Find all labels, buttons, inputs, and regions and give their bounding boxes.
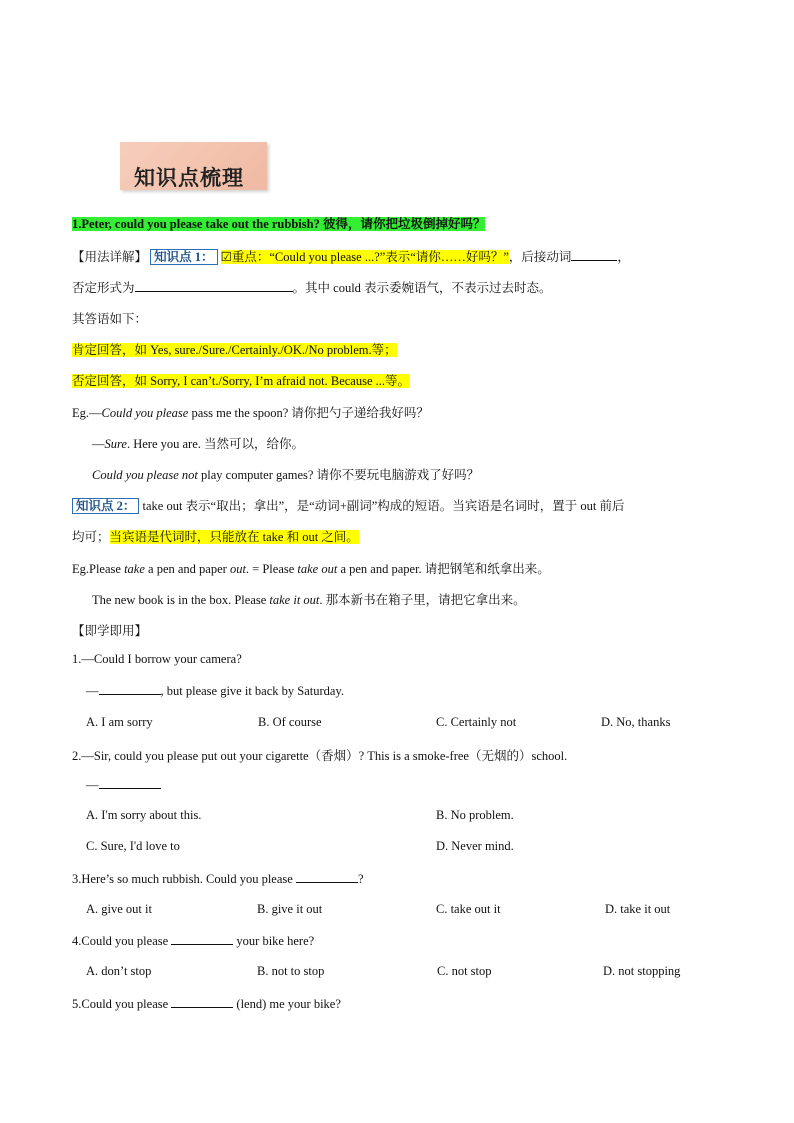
question-text: , but please give it back by Saturday.	[160, 684, 345, 698]
question-3-stem	[72, 871, 364, 887]
knowledge-point-2-line-2	[72, 527, 359, 545]
question-5-stem	[72, 996, 341, 1012]
question-text: your bike here?	[233, 934, 315, 948]
usage-line-2	[72, 278, 552, 296]
question-4-option-a[interactable]: A. don’t stop	[86, 964, 152, 978]
question-3-option-b[interactable]: B. give it out	[257, 902, 323, 916]
section-title: 知识点梳理	[134, 165, 244, 190]
knowledge-point-2-label: 知识点 2：	[72, 498, 139, 514]
negative-form-label: 否定形式为	[72, 281, 135, 295]
negative-answers-text: 否定回答，如 Sorry, I can’t./Sorry, I’m afraid not. Because ...等。	[72, 374, 411, 388]
answers-intro: 其答语如下：	[72, 312, 148, 326]
example-text: . Here you are. 当然可以，给你。	[126, 437, 304, 451]
example-italic: take	[124, 562, 145, 576]
knowledge-point-2-text: 均可；	[72, 530, 110, 544]
question-1-option-b[interactable]: B. Of course	[258, 715, 322, 729]
topic-sentence-text: 1.Peter, could you please take out the rubbish? 彼得，请你把垃圾倒掉好吗？	[72, 217, 486, 231]
answer-blank[interactable]	[171, 996, 233, 1008]
answer-blank	[571, 249, 617, 261]
example-italic: take out	[297, 562, 338, 576]
example-text: . 那本新书在箱子里，请把它拿出来。	[319, 593, 526, 607]
usage-label: 【用法详解】	[72, 250, 148, 264]
example-text: pass me the spoon? 请你把勺子递给我好吗？	[188, 406, 429, 420]
question-2-option-a[interactable]: A. I'm sorry about this.	[86, 808, 202, 822]
negative-answers	[72, 371, 410, 389]
question-1-option-c[interactable]: C. Certainly not	[436, 715, 517, 729]
example-italic: take it out	[269, 593, 320, 607]
affirmative-answers-text: 肯定回答，如 Yes, sure./Sure./Certainly./OK./No problem.等；	[72, 343, 397, 357]
knowledge-point-2-highlight: 当宾语是代词时，只能放在 take 和 out 之间。	[109, 530, 359, 544]
question-3-option-a[interactable]: A. give out it	[86, 902, 152, 916]
example-1-line-3	[92, 465, 479, 483]
question-1-option-a[interactable]: A. I am sorry	[86, 715, 153, 729]
question-1-line-2	[86, 683, 344, 699]
section-header	[120, 142, 267, 190]
answer-blank[interactable]	[171, 933, 233, 945]
question-4-option-d[interactable]: D. not stopping	[603, 964, 681, 978]
question-text: 4.Could you please	[72, 934, 172, 948]
example-italic: Sure	[104, 437, 127, 451]
example-text: The new book is in the box. Please	[92, 593, 270, 607]
answer-blank	[135, 280, 293, 292]
answer-blank[interactable]	[296, 871, 358, 883]
question-2-line-2	[86, 777, 161, 793]
question-3-option-d[interactable]: D. take it out	[605, 902, 671, 916]
question-text: 3.Here’s so much rubbish. Could you please	[72, 872, 296, 886]
answer-blank[interactable]	[99, 777, 161, 789]
negative-form-note: 。其中 could 表示委婉语气，不表示过去时态。	[292, 281, 552, 295]
practice-label: 【即学即用】	[72, 624, 148, 638]
knowledge-point-2-line-1	[72, 496, 625, 514]
question-text: 5.Could you please	[72, 997, 172, 1011]
example-text: Eg.—	[72, 406, 102, 420]
knowledge-point-1-after: ，后接动词	[508, 250, 572, 264]
usage-line-1: 【用法详解】 知识点 1： ☑重点：“Could you please ...?”表示“请你……好吗？”，后接动词 ，	[72, 250, 630, 264]
answer-blank[interactable]	[99, 683, 161, 695]
dash: —	[86, 778, 99, 792]
question-2-option-c[interactable]: C. Sure, I'd love to	[86, 839, 180, 853]
question-1-option-d[interactable]: D. No, thanks	[601, 715, 671, 729]
question-2-stem: 2.—Sir, could you please put out your cigarette（香烟）? This is a smoke-free（无烟的）school.	[72, 749, 568, 763]
dash: —	[86, 684, 99, 698]
question-4-option-b[interactable]: B. not to stop	[257, 964, 325, 978]
question-3-option-c[interactable]: C. take out it	[436, 902, 501, 916]
example-1-line-2	[92, 434, 304, 452]
question-4-stem	[72, 933, 314, 949]
example-italic: Could you please	[101, 406, 189, 420]
question-2-option-b[interactable]: B. No problem.	[436, 808, 514, 822]
example-2-line-1	[72, 559, 550, 577]
question-text: (lend) me your bike?	[233, 997, 341, 1011]
question-text: ?	[357, 872, 364, 886]
example-text: Eg.Please	[72, 562, 125, 576]
example-1-line-1	[72, 403, 429, 421]
question-2-option-d[interactable]: D. Never mind.	[436, 839, 514, 853]
example-text: play computer games? 请你不要玩电脑游戏了好吗？	[197, 468, 480, 482]
knowledge-point-2-text: take out 表示“取出；拿出”，是“动词+副词”构成的短语。当宾语是名词时，置于 out 前后	[139, 499, 625, 513]
question-4-option-c[interactable]: C. not stop	[437, 964, 492, 978]
example-italic: out	[229, 562, 246, 576]
example-text: . = Please	[245, 562, 298, 576]
affirmative-answers	[72, 340, 397, 358]
knowledge-point-1-text: ☑重点：“Could you please ...?”表示“请你……好吗？”	[220, 250, 509, 264]
example-italic: Could you please not	[92, 468, 198, 482]
topic-sentence	[72, 214, 485, 232]
knowledge-point-1-label: 知识点 1：	[150, 249, 217, 265]
question-1-stem: 1.—Could I borrow your camera?	[72, 652, 242, 666]
example-2-line-2	[92, 590, 526, 608]
example-text: a pen and paper. 请把钢笔和纸拿出来。	[337, 562, 550, 576]
example-text: a pen and paper	[144, 562, 230, 576]
example-text: —	[92, 437, 105, 451]
